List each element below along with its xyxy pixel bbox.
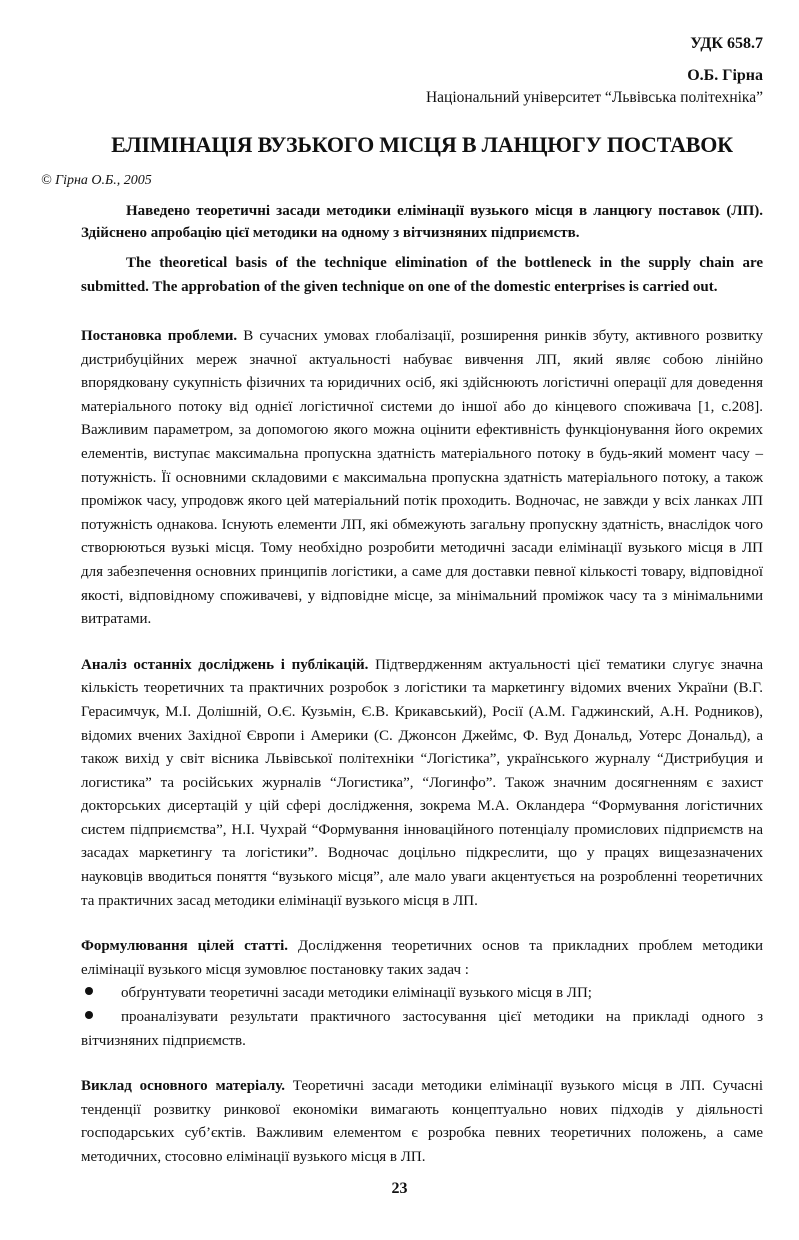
- section-goals: [81, 935, 763, 1053]
- section-main-heading: Виклад основного матеріалу.: [81, 1078, 286, 1095]
- section-problem-heading: Постановка проблеми.: [81, 328, 238, 344]
- author-affiliation: Національний університет “Львівська політехніка”: [425, 89, 763, 106]
- section-goals-heading: Формулювання цілей статті.: [81, 938, 289, 955]
- bullet-icon: [85, 1011, 93, 1019]
- abstract-ukrainian: Наведено теоретичні засади методики елімінації вузького місця в ланцюгу поставок (ЛП). Здійснено апробацію цієї методики на одному з вітчизняних підприємств.: [81, 203, 763, 241]
- section-goals-text: Дослідження теоретичних основ та прикладних проблем методики елімінації вузького місця зумовлює постановку таких задач :: [81, 938, 763, 978]
- list-item-text: обґрунтувати теоретичні засади методики елімінації вузького місця в ЛП;: [121, 985, 592, 1002]
- section-analysis-heading: Аналіз останніх досліджень і публікацій.: [81, 656, 369, 673]
- author-name: О.Б. Гірна: [687, 67, 763, 84]
- list-item: [81, 982, 763, 1006]
- section-analysis-text: Підтвердженням актуальності цієї тематики слугує значна кількість теоретичних та практичних розробок з логістики та маркетингу відомих вчених України (В.Г. Герасимчук, М.І. Долішній, О.Є. Кузьмін, Є.В. Крикавський), Росії (А.М. Гаджинский, А.Н. Родников), відомих вчених Західної Європи і Америки (С. Джонсон Джеймс, Ф. Вуд Дональд, Уотерс Дональд), а також вихід у світ вісника Львівської політехніки “Логістика”, українського журналу “Дистрибуция и логистика” та російських журналів “Логистика”, “Логинфо”. Також значним досягненням є захист докторських дисертацій у цій сфері дослідження, зокрема М.А. Окландера “Формування логістичних систем підприємства”, Н.І. Чухрай “Формування інноваційного потенціалу промислових підприємств на засадах маркетингу та логістики”. Водночас доцільно підкреслити, що у працях вищезазначених науковців вводиться поняття “вузького місця”, але мало уваги акцентується на розробленні теоретичних та практичних засад методики елімінації вузького місця в ЛП.: [81, 656, 763, 909]
- page-number: 23: [391, 1180, 408, 1197]
- section-main: [81, 1075, 763, 1169]
- copyright-note: © Гірна О.Б., 2005: [41, 173, 152, 188]
- bullet-icon: [85, 987, 93, 995]
- article-title: ЕЛІМІНАЦІЯ ВУЗЬКОГО МІСЦЯ В ЛАНЦЮГУ ПОСТАВОК: [111, 132, 733, 157]
- udk-code: УДК 658.7: [690, 35, 763, 52]
- section-main-text: Теоретичні засади методики елімінації вузького місця в ЛП. Сучасні тенденції розвитку ринкової економіки вимагають концептуально нових підходів у діяльності господарських суб’єктів. Важливим елементом є розробка певних теоретичних положень, а саме методичних, стосовно елімінації вузького місця в ЛП.: [81, 1078, 763, 1165]
- section-problem: [81, 325, 763, 632]
- abstract-english: The theoretical basis of the technique elimination of the bottleneck in the supply chain are submitted. The approbation of the given technique on one of the domestic enterprises is carried out.: [81, 255, 763, 295]
- goals-list: [81, 982, 763, 1053]
- list-item-text: проаналізувати результати практичного застосування цієї методики на прикладі одного з вітчизняних підприємств.: [81, 1009, 763, 1049]
- section-analysis: [81, 654, 763, 914]
- article-page: [41, 34, 763, 1170]
- list-item: [81, 1006, 763, 1053]
- section-problem-text: В сучасних умовах глобалізації, розширення ринків збуту, активного розвитку дистрибуційних мереж значної актуальності набуває вивчення ЛП, який являє собою лінійно впорядковану сукупність фізичних та юридичних осіб, які здійснюють логістичні операції для доведення матеріального потоку від однієї логістичної системи до іншої або до кінцевого споживача [1, с.208]. Важливим параметром, за допомогою якого можна оцінити ефективність функціонування його окремих елементів, виступає максимальна пропускна здатність матеріального потоку в будь-який момент часу – потужність. Її основними складовими є максимальна пропускна здатність матеріального потоку, а також проміжок часу, упродовж якого цей матеріальний потік проходить. Водночас, не завжди у всіх ланках ЛП потужність однакова. Існують елементи ЛП, які обмежують загальну пропускну здатність, внаслідок чого створюються вузькі місця. Тому необхідно розробити методичні засади елімінації вузького місця в ЛП для забезпечення основних принципів логістики, а саме для доставки певної кількості товару, відповідної якості, відповідному споживачеві, у відповідне місце, за мінімальний проміжок часу та з мінімальними витратами.: [81, 328, 763, 628]
